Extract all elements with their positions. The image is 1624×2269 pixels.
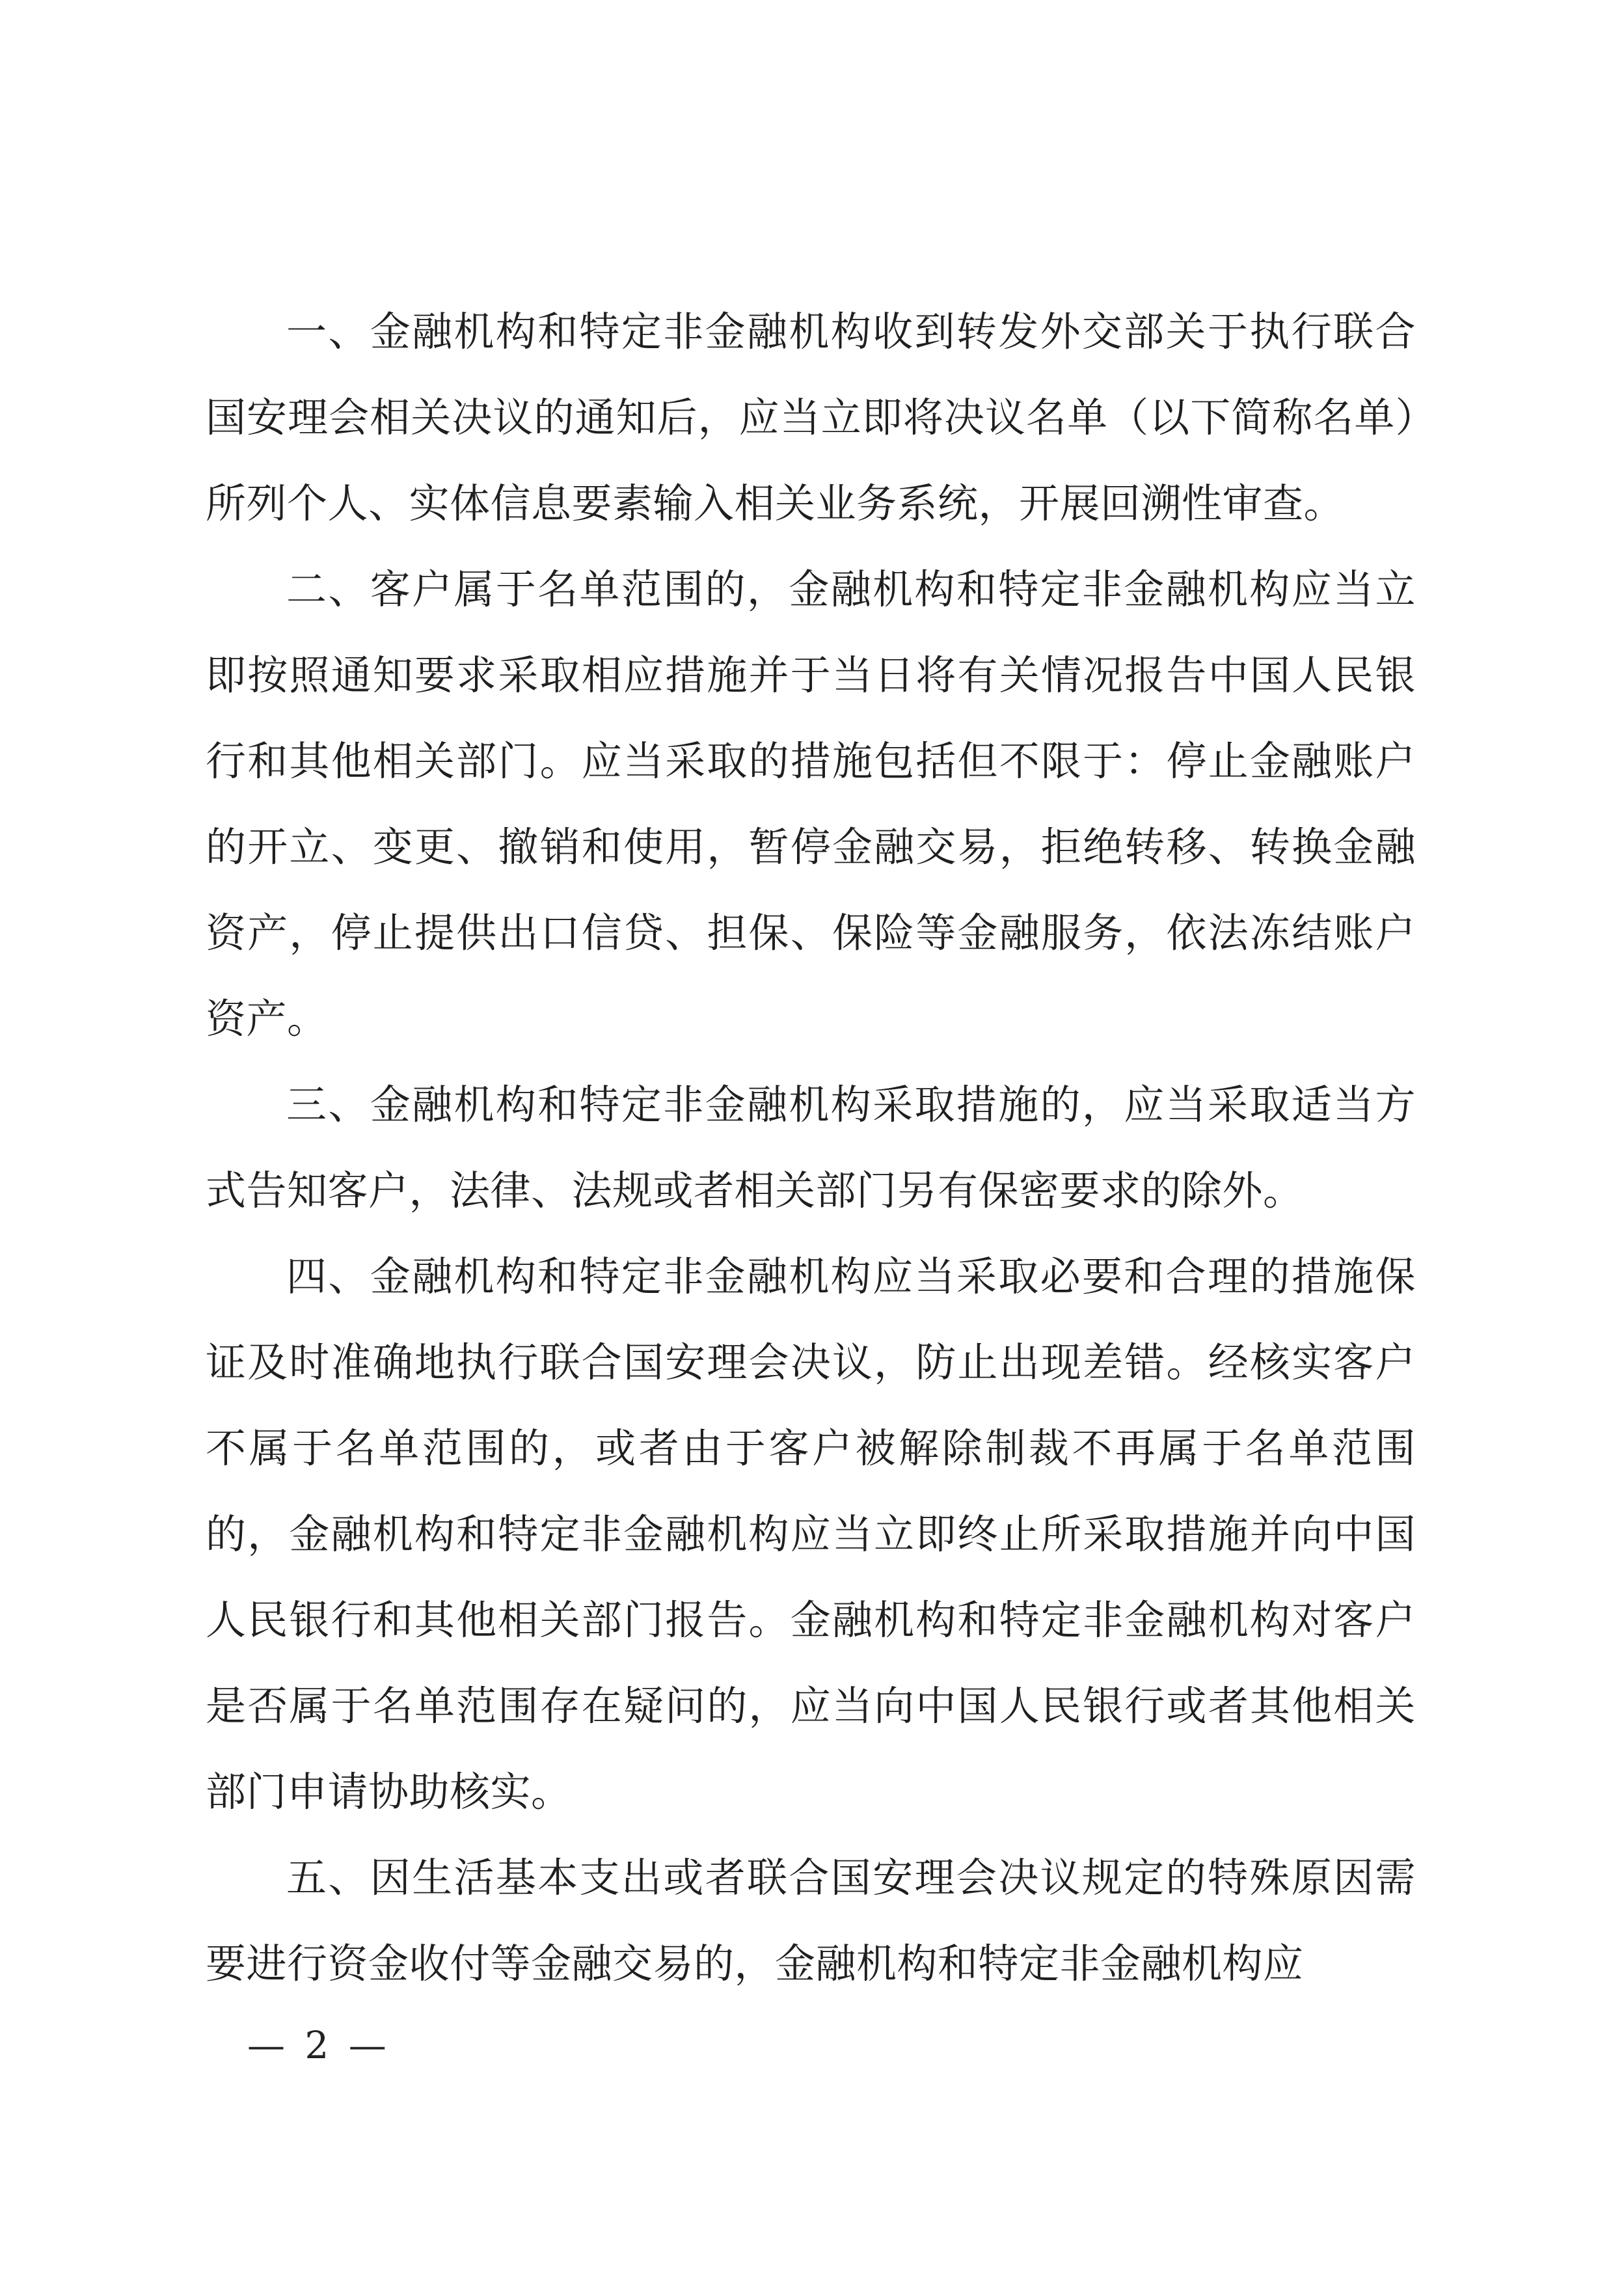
paragraph-2: 二、客户属于名单范围的，金融机构和特定非金融机构应当立即按照通知要求采取相应措施并于当日将有关情况报告中国人民银行和其他相关部门。应当采取的措施包括但不限于：停止金融账户的开立、变更、撤销和使用，暂停金融交易，拒绝转移、转换金融资产，停止提供出口信贷、担保、保险等金融服务，依法冻结账户资产。 xyxy=(206,565,1416,1042)
page-number: — 2 — xyxy=(247,2023,390,2067)
paragraph-4: 四、金融机构和特定非金融机构应当采取必要和合理的措施保证及时准确地执行联合国安理会决议，防止出现差错。经核实客户不属于名单范围的，或者由于客户被解除制裁不再属于名单范围的，金融机构和特定非金融机构应当立即终止所采取措施并向中国人民银行和其他相关部门报告。金融机构和特定非金融机构对客户是否属于名单范围存在疑问的，应当向中国人民银行或者其他相关部门申请协助核实。 xyxy=(206,1253,1416,1815)
document-body xyxy=(206,289,1416,2007)
paragraph-3: 三、金融机构和特定非金融机构采取措施的，应当采取适当方式告知客户，法律、法规或者相关部门另有保密要求的除外。 xyxy=(206,1081,1416,1214)
paragraph-1: 一、金融机构和特定非金融机构收到转发外交部关于执行联合国安理会相关决议的通知后，应当立即将决议名单（以下简称名单）所列个人、实体信息要素输入相关业务系统，开展回溯性审查。 xyxy=(206,308,1416,527)
paragraph-5: 五、因生活基本支出或者联合国安理会决议规定的特殊原因需要进行资金收付等金融交易的，金融机构和特定非金融机构应 xyxy=(206,1854,1416,1987)
